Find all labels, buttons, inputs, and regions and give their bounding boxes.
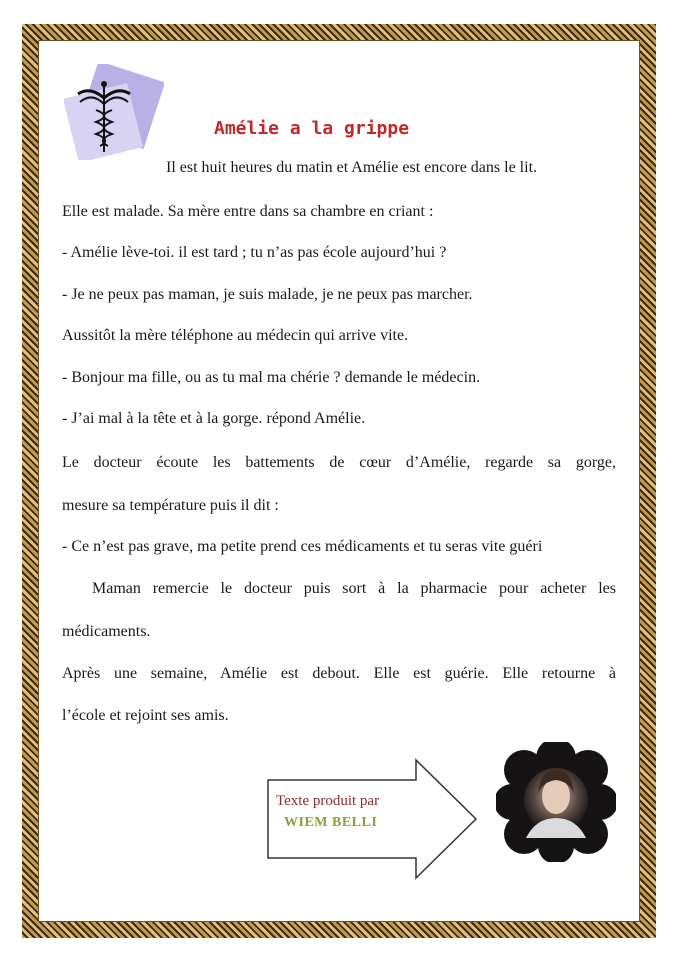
- paragraph-line-5: Aussitôt la mère téléphone au médecin qui arrive vite.: [62, 327, 409, 344]
- caduceus-icon: [64, 64, 164, 160]
- paragraph-line-2: Elle est malade. Sa mère entre dans sa chambre en criant :: [62, 203, 434, 220]
- paragraph-line-11: Maman remercie le docteur puis sort à la pharmacie pour acheter les: [92, 580, 616, 597]
- credit-label: Texte produit par: [276, 793, 380, 809]
- child-portrait-photo: [496, 742, 616, 862]
- paragraph-line-6: - Bonjour ma fille, ou as tu mal ma chérie ? demande le médecin.: [62, 369, 481, 386]
- paragraph-line-4: - Je ne peux pas maman, je suis malade, je ne peux pas marcher.: [62, 286, 473, 303]
- paragraph-line-13: Après une semaine, Amélie est debout. Elle est guérie. Elle retourne à: [62, 665, 616, 682]
- paragraph-line-3: - Amélie lève-toi. il est tard ; tu n’as pas école aujourd’hui ?: [62, 244, 447, 261]
- paragraph-line-8: Le docteur écoute les battements de cœur d’Amélie, regarde sa gorge,: [62, 454, 616, 471]
- paragraph-line-14: l’école et rejoint ses amis.: [62, 707, 229, 724]
- paragraph-line-9: mesure sa température puis il dit :: [62, 497, 279, 514]
- paragraph-line-12: médicaments.: [62, 623, 151, 640]
- paragraph-line-10: - Ce n’est pas grave, ma petite prend ces médicaments et tu seras vite guéri: [62, 538, 543, 555]
- paragraph-line-1: Il est huit heures du matin et Amélie est encore dans le lit.: [166, 159, 538, 176]
- author-name: WIEM BELLI: [284, 815, 378, 830]
- paragraph-line-7: - J’ai mal à la tête et à la gorge. répond Amélie.: [62, 410, 366, 427]
- page-title: Amélie a la grippe: [214, 118, 410, 139]
